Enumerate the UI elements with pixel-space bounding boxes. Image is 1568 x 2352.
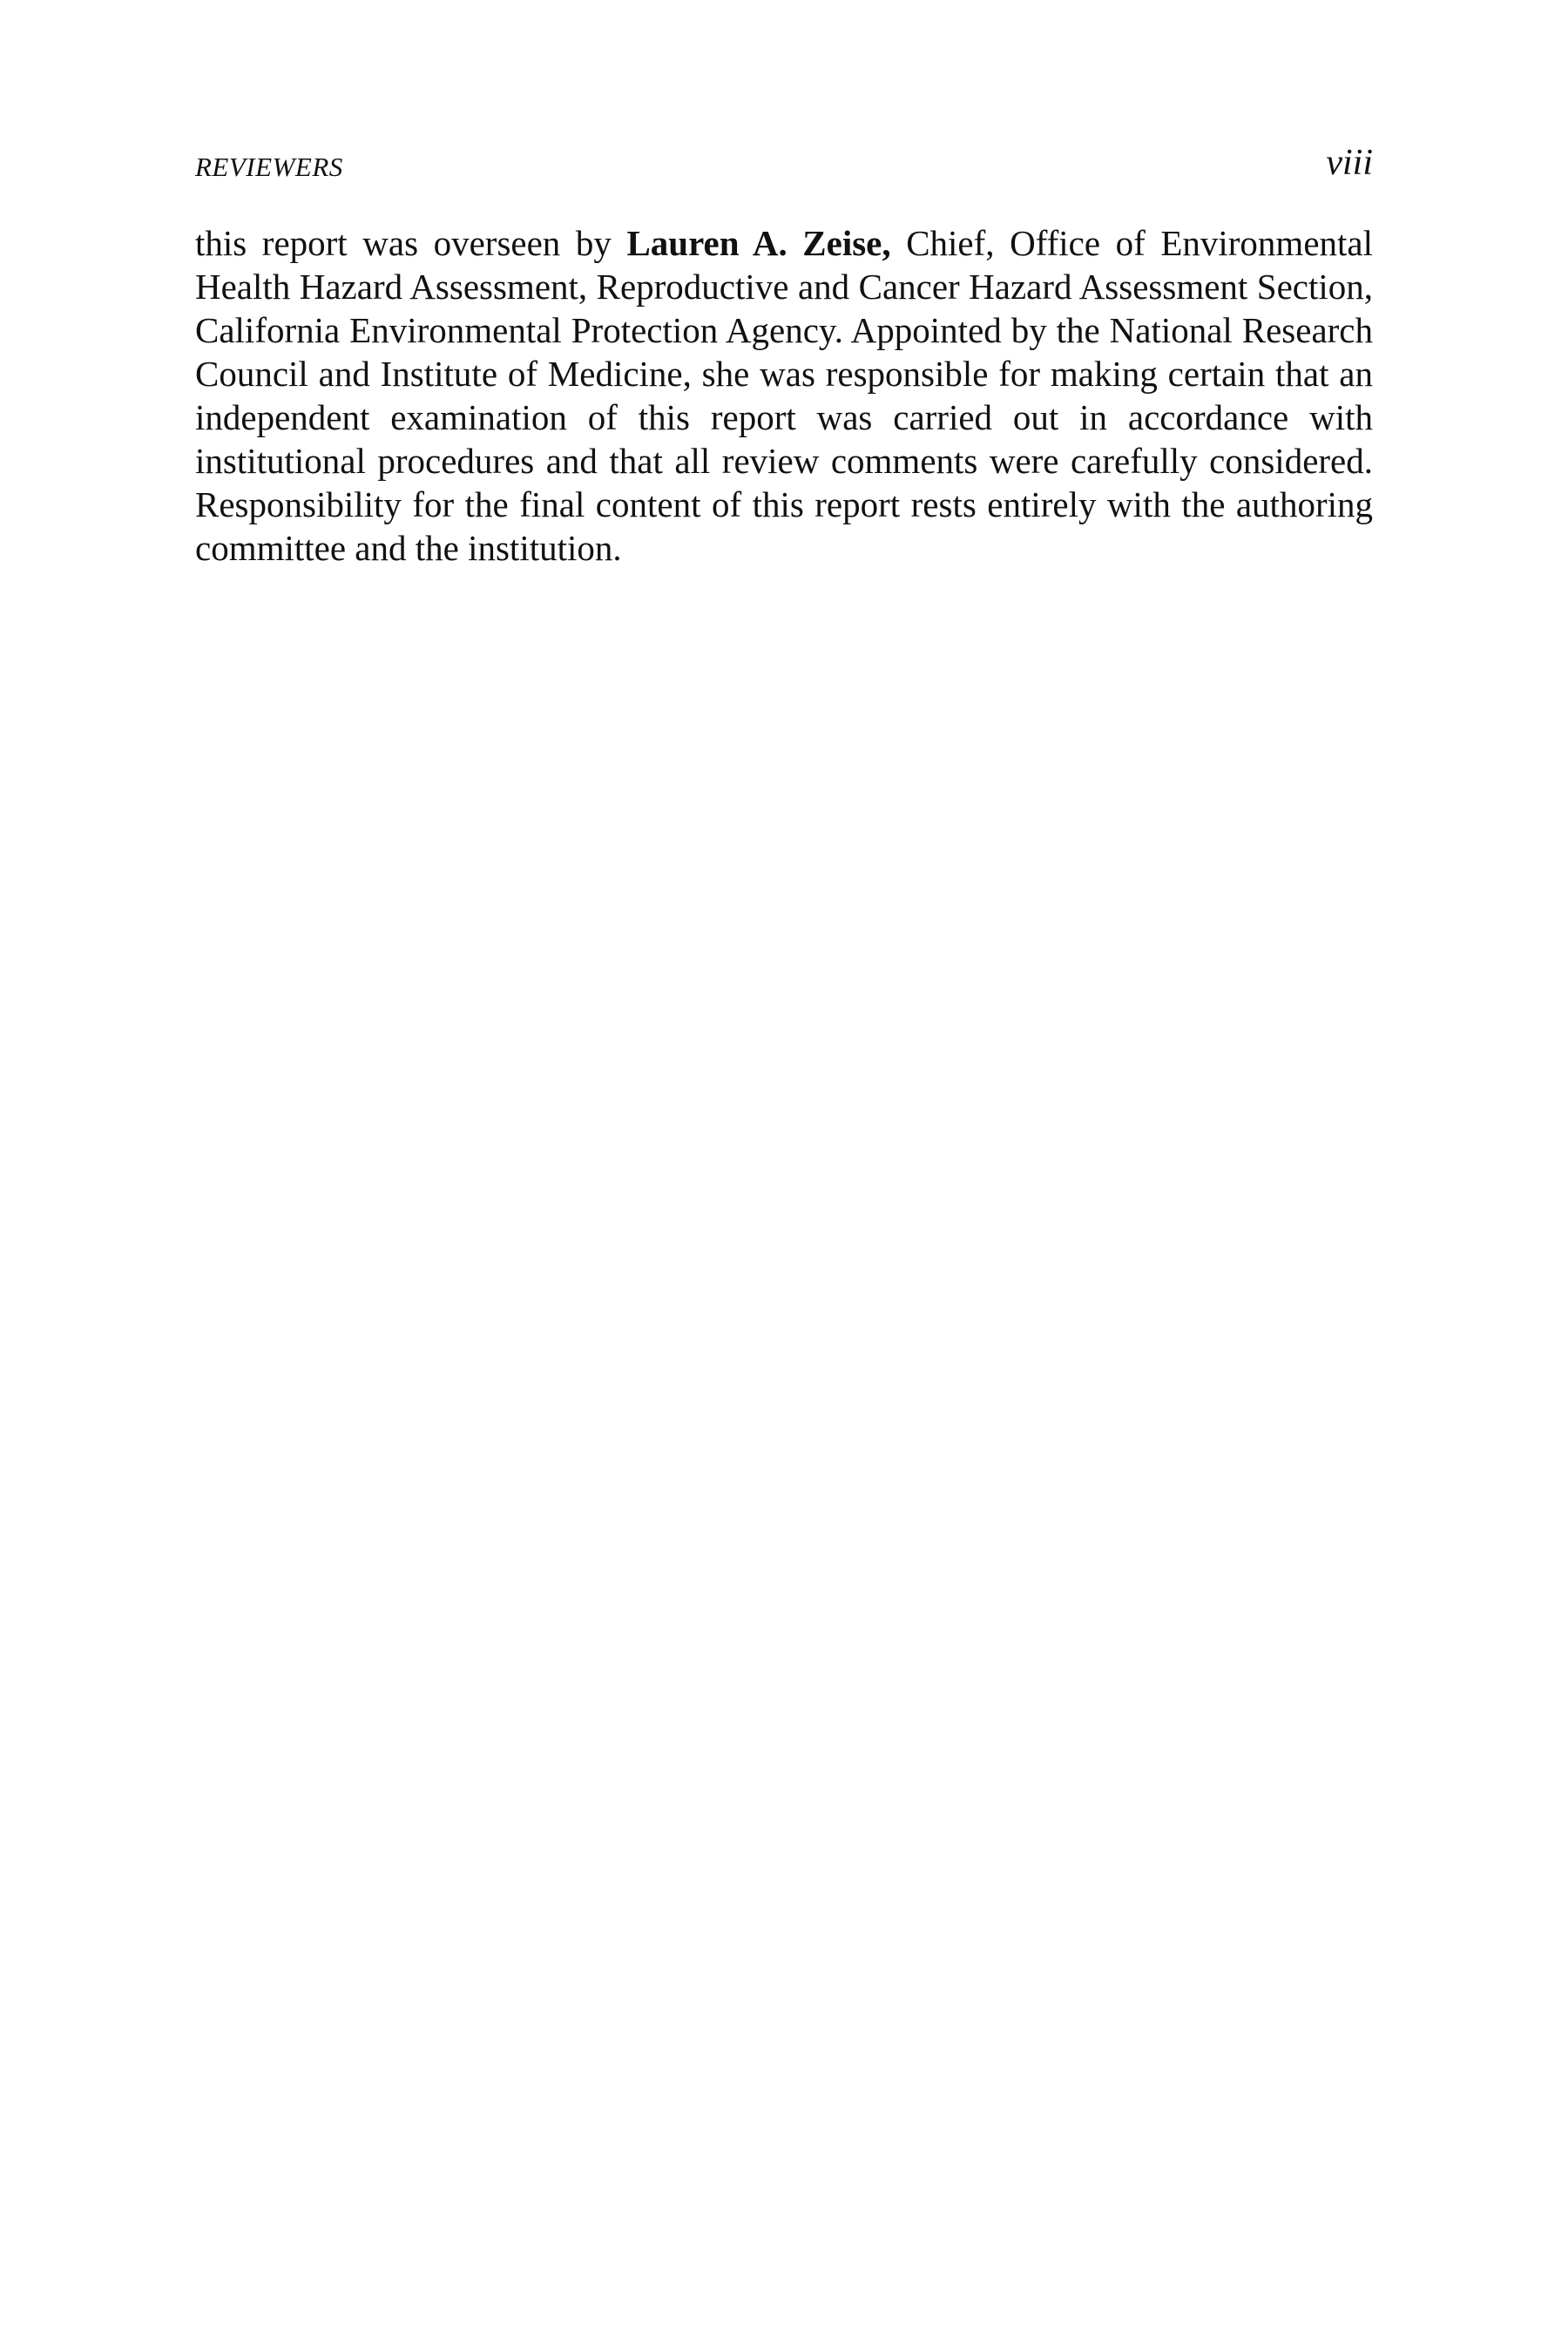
- running-head: [195, 145, 1373, 197]
- paragraph-lead-text: this report was overseen by: [195, 223, 627, 263]
- reviewer-name: Lauren A. Zeise,: [626, 223, 891, 263]
- body-paragraph: [195, 221, 1373, 570]
- page-number: viii: [1326, 143, 1373, 183]
- paragraph-body-text: Chief, Office of Environmental Health Hazard Assessment, Reproductive and Cancer Hazard Assessment Section, California Environmental Protection Agency. Appointed by the National Research Council and Institute of Medicine, she was responsible for making certain that an independent examination of this report was carried out in accordance with institutional procedures and that all review comments were carefully considered. Responsibility for the final content of this report rests entirely with the authoring committee and the institution.: [195, 223, 1373, 568]
- section-title: REVIEWERS: [195, 152, 343, 182]
